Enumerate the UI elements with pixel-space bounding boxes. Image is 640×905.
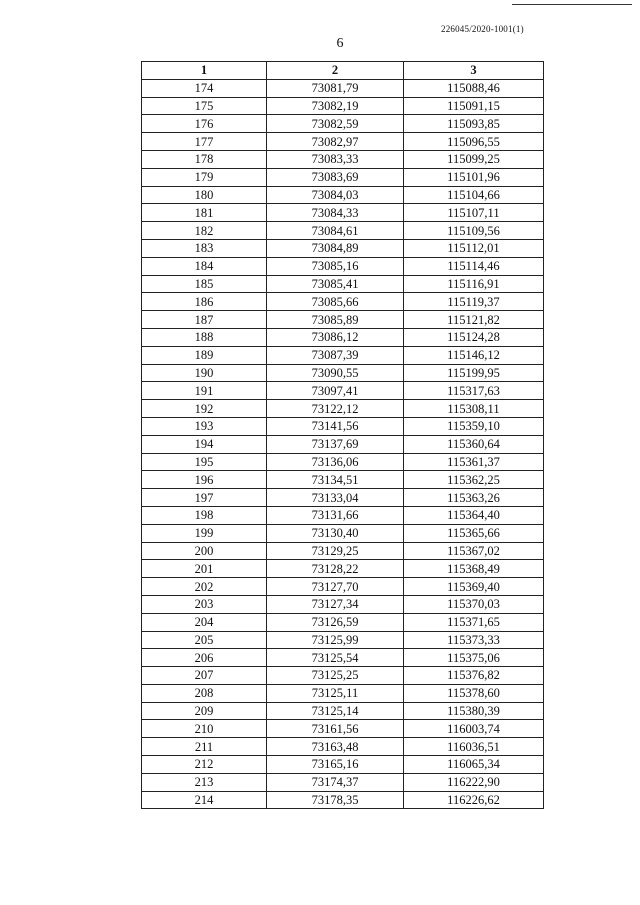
point-number-cell: 196 (142, 471, 267, 489)
y-coordinate-cell: 115104,66 (404, 186, 544, 204)
y-coordinate-cell: 115370,03 (404, 595, 544, 613)
point-number-cell: 199 (142, 524, 267, 542)
x-coordinate-cell: 73174,37 (267, 773, 404, 791)
table-row (142, 346, 544, 364)
table-row (142, 133, 544, 151)
y-coordinate-cell: 115371,65 (404, 613, 544, 631)
table-row (142, 791, 544, 809)
table-row (142, 311, 544, 329)
table-row (142, 756, 544, 774)
point-number-cell: 177 (142, 133, 267, 151)
x-coordinate-cell: 73125,25 (267, 667, 404, 685)
x-coordinate-cell: 73165,16 (267, 756, 404, 774)
x-coordinate-cell: 73137,69 (267, 435, 404, 453)
x-coordinate-cell: 73084,33 (267, 204, 404, 222)
table-row (142, 150, 544, 168)
x-coordinate-cell: 73082,59 (267, 115, 404, 133)
y-coordinate-cell: 115375,06 (404, 649, 544, 667)
y-coordinate-cell: 115099,25 (404, 150, 544, 168)
y-coordinate-cell: 115096,55 (404, 133, 544, 151)
y-coordinate-cell: 115119,37 (404, 293, 544, 311)
y-coordinate-cell: 116003,74 (404, 720, 544, 738)
x-coordinate-cell: 73141,56 (267, 417, 404, 435)
point-number-cell: 204 (142, 613, 267, 631)
x-coordinate-cell: 73083,69 (267, 168, 404, 186)
x-coordinate-cell: 73085,16 (267, 257, 404, 275)
table-row (142, 578, 544, 596)
header-rule (512, 4, 632, 5)
table-row (142, 524, 544, 542)
y-coordinate-cell: 115146,12 (404, 346, 544, 364)
y-coordinate-cell: 115367,02 (404, 542, 544, 560)
table-row (142, 738, 544, 756)
table-row (142, 684, 544, 702)
table-row (142, 239, 544, 257)
x-coordinate-cell: 73129,25 (267, 542, 404, 560)
point-number-cell: 193 (142, 417, 267, 435)
y-coordinate-cell: 116226,62 (404, 791, 544, 809)
point-number-cell: 211 (142, 738, 267, 756)
y-coordinate-cell: 115121,82 (404, 311, 544, 329)
y-coordinate-cell: 115112,01 (404, 239, 544, 257)
x-coordinate-cell: 73086,12 (267, 328, 404, 346)
y-coordinate-cell: 115380,39 (404, 702, 544, 720)
y-coordinate-cell: 115317,63 (404, 382, 544, 400)
table-row (142, 97, 544, 115)
table-row (142, 453, 544, 471)
table-row (142, 115, 544, 133)
table-header-row (142, 62, 544, 80)
y-coordinate-cell: 115308,11 (404, 400, 544, 418)
y-coordinate-cell: 115362,25 (404, 471, 544, 489)
x-coordinate-cell: 73133,04 (267, 489, 404, 507)
table-row (142, 79, 544, 97)
table-row (142, 595, 544, 613)
table-row (142, 542, 544, 560)
x-coordinate-cell: 73085,66 (267, 293, 404, 311)
y-coordinate-cell: 115369,40 (404, 578, 544, 596)
point-number-cell: 195 (142, 453, 267, 471)
point-number-cell: 203 (142, 595, 267, 613)
point-number-cell: 187 (142, 311, 267, 329)
column-header: 2 (267, 62, 404, 80)
x-coordinate-cell: 73125,99 (267, 631, 404, 649)
point-number-cell: 202 (142, 578, 267, 596)
point-number-cell: 201 (142, 560, 267, 578)
table-row (142, 222, 544, 240)
x-coordinate-cell: 73122,12 (267, 400, 404, 418)
point-number-cell: 194 (142, 435, 267, 453)
table-row (142, 489, 544, 507)
x-coordinate-cell: 73083,33 (267, 150, 404, 168)
table-row (142, 773, 544, 791)
point-number-cell: 186 (142, 293, 267, 311)
table-row (142, 382, 544, 400)
table-row (142, 649, 544, 667)
table-row (142, 506, 544, 524)
table-row (142, 471, 544, 489)
y-coordinate-cell: 115101,96 (404, 168, 544, 186)
y-coordinate-cell: 115361,37 (404, 453, 544, 471)
x-coordinate-cell: 73128,22 (267, 560, 404, 578)
y-coordinate-cell: 115109,56 (404, 222, 544, 240)
x-coordinate-cell: 73127,70 (267, 578, 404, 596)
point-number-cell: 191 (142, 382, 267, 400)
x-coordinate-cell: 73084,61 (267, 222, 404, 240)
y-coordinate-cell: 115364,40 (404, 506, 544, 524)
point-number-cell: 185 (142, 275, 267, 293)
point-number-cell: 188 (142, 328, 267, 346)
table-row (142, 613, 544, 631)
x-coordinate-cell: 73084,89 (267, 239, 404, 257)
point-number-cell: 174 (142, 79, 267, 97)
x-coordinate-cell: 73125,54 (267, 649, 404, 667)
point-number-cell: 197 (142, 489, 267, 507)
y-coordinate-cell: 115114,46 (404, 257, 544, 275)
x-coordinate-cell: 73097,41 (267, 382, 404, 400)
point-number-cell: 209 (142, 702, 267, 720)
x-coordinate-cell: 73127,34 (267, 595, 404, 613)
column-header: 3 (404, 62, 544, 80)
coordinates-table (141, 61, 544, 809)
y-coordinate-cell: 116036,51 (404, 738, 544, 756)
x-coordinate-cell: 73126,59 (267, 613, 404, 631)
table-row (142, 417, 544, 435)
y-coordinate-cell: 115373,33 (404, 631, 544, 649)
y-coordinate-cell: 115376,82 (404, 667, 544, 685)
table-row (142, 631, 544, 649)
y-coordinate-cell: 115124,28 (404, 328, 544, 346)
y-coordinate-cell: 115378,60 (404, 684, 544, 702)
y-coordinate-cell: 115365,66 (404, 524, 544, 542)
y-coordinate-cell: 115368,49 (404, 560, 544, 578)
point-number-cell: 178 (142, 150, 267, 168)
page-number: 6 (336, 36, 344, 51)
point-number-cell: 200 (142, 542, 267, 560)
point-number-cell: 207 (142, 667, 267, 685)
table-body (142, 79, 544, 809)
point-number-cell: 210 (142, 720, 267, 738)
point-number-cell: 212 (142, 756, 267, 774)
table-row (142, 667, 544, 685)
point-number-cell: 206 (142, 649, 267, 667)
table-row (142, 186, 544, 204)
x-coordinate-cell: 73084,03 (267, 186, 404, 204)
y-coordinate-cell: 115359,10 (404, 417, 544, 435)
table-row (142, 204, 544, 222)
x-coordinate-cell: 73082,97 (267, 133, 404, 151)
y-coordinate-cell: 116065,34 (404, 756, 544, 774)
x-coordinate-cell: 73161,56 (267, 720, 404, 738)
table-row (142, 435, 544, 453)
y-coordinate-cell: 116222,90 (404, 773, 544, 791)
x-coordinate-cell: 73163,48 (267, 738, 404, 756)
point-number-cell: 184 (142, 257, 267, 275)
point-number-cell: 180 (142, 186, 267, 204)
document-id: 226045/2020-1001(1) (441, 24, 524, 34)
point-number-cell: 192 (142, 400, 267, 418)
table-row (142, 720, 544, 738)
x-coordinate-cell: 73085,41 (267, 275, 404, 293)
point-number-cell: 175 (142, 97, 267, 115)
y-coordinate-cell: 115360,64 (404, 435, 544, 453)
x-coordinate-cell: 73134,51 (267, 471, 404, 489)
point-number-cell: 213 (142, 773, 267, 791)
table-row (142, 400, 544, 418)
x-coordinate-cell: 73082,19 (267, 97, 404, 115)
x-coordinate-cell: 73090,55 (267, 364, 404, 382)
point-number-cell: 183 (142, 239, 267, 257)
point-number-cell: 208 (142, 684, 267, 702)
x-coordinate-cell: 73178,35 (267, 791, 404, 809)
table-row (142, 702, 544, 720)
table-row (142, 275, 544, 293)
y-coordinate-cell: 115199,95 (404, 364, 544, 382)
table-row (142, 328, 544, 346)
x-coordinate-cell: 73130,40 (267, 524, 404, 542)
x-coordinate-cell: 73085,89 (267, 311, 404, 329)
point-number-cell: 214 (142, 791, 267, 809)
y-coordinate-cell: 115116,91 (404, 275, 544, 293)
point-number-cell: 205 (142, 631, 267, 649)
point-number-cell: 190 (142, 364, 267, 382)
x-coordinate-cell: 73125,14 (267, 702, 404, 720)
y-coordinate-cell: 115107,11 (404, 204, 544, 222)
x-coordinate-cell: 73131,66 (267, 506, 404, 524)
column-header: 1 (142, 62, 267, 80)
y-coordinate-cell: 115093,85 (404, 115, 544, 133)
x-coordinate-cell: 73081,79 (267, 79, 404, 97)
point-number-cell: 176 (142, 115, 267, 133)
table-row (142, 257, 544, 275)
x-coordinate-cell: 73125,11 (267, 684, 404, 702)
y-coordinate-cell: 115091,15 (404, 97, 544, 115)
x-coordinate-cell: 73087,39 (267, 346, 404, 364)
point-number-cell: 189 (142, 346, 267, 364)
point-number-cell: 181 (142, 204, 267, 222)
x-coordinate-cell: 73136,06 (267, 453, 404, 471)
y-coordinate-cell: 115088,46 (404, 79, 544, 97)
table-row (142, 560, 544, 578)
table-row (142, 293, 544, 311)
point-number-cell: 182 (142, 222, 267, 240)
table-row (142, 168, 544, 186)
table-row (142, 364, 544, 382)
y-coordinate-cell: 115363,26 (404, 489, 544, 507)
point-number-cell: 198 (142, 506, 267, 524)
point-number-cell: 179 (142, 168, 267, 186)
